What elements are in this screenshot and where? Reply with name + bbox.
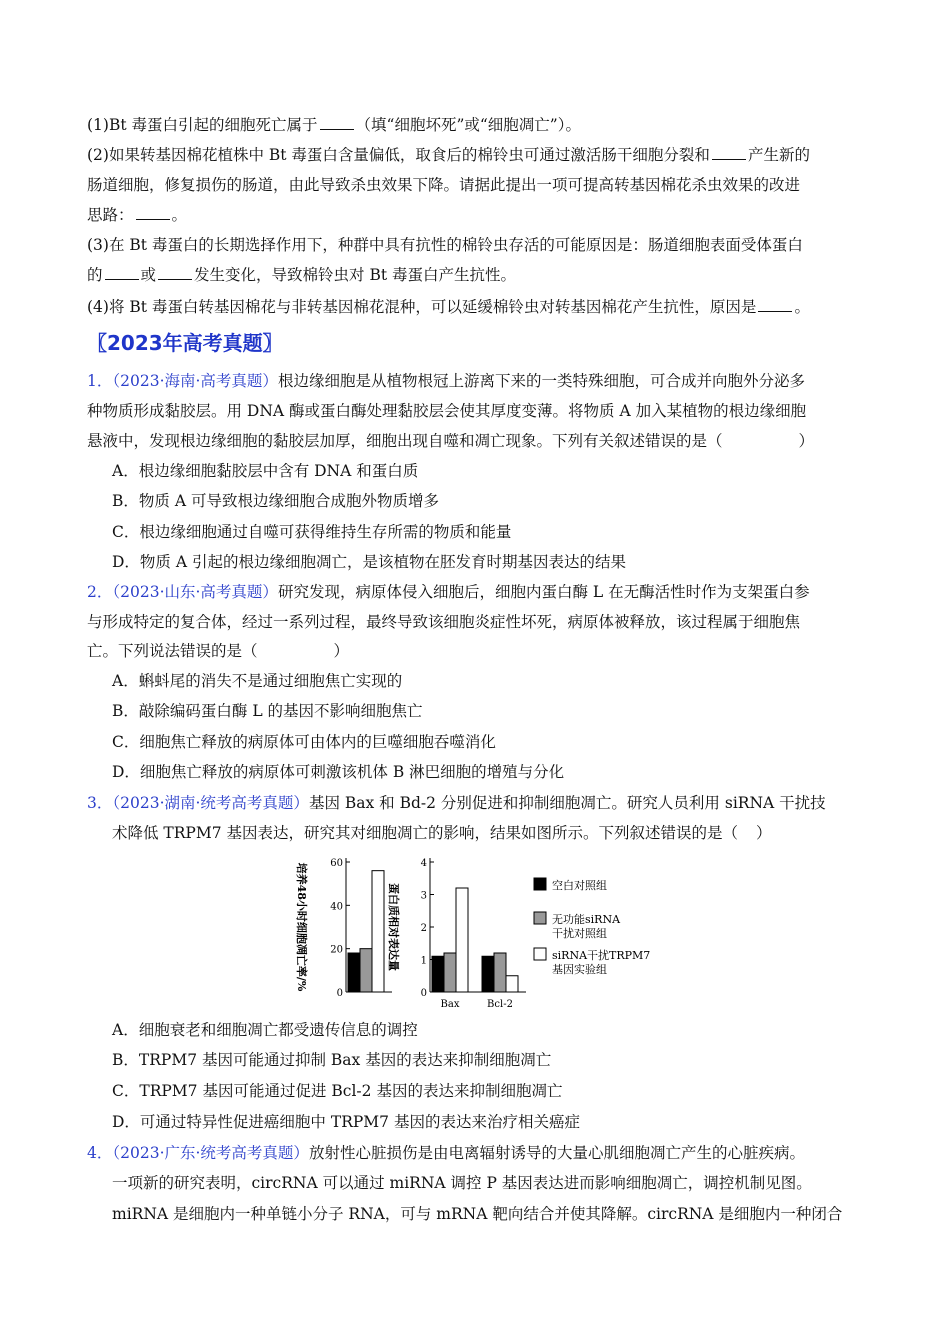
answer-blank	[136, 203, 170, 220]
y-tick-label: 0	[336, 988, 343, 999]
intro-q1	[87, 110, 867, 140]
question-number: 2．	[87, 583, 113, 601]
bar	[432, 956, 444, 992]
chart-legend	[534, 878, 650, 976]
answer-blank	[712, 143, 746, 160]
option-b: B．TRPM7 基因可能通过抑制 Bax 基因的表达来抑制细胞凋亡	[112, 1051, 552, 1069]
question-4-line2: 一项新的研究表明，circRNA 可以通过 miRNA 调控 P 基因表达进而影响细胞凋亡，调控机制见图。	[112, 1174, 812, 1192]
legend-label: 空白对照组	[552, 879, 607, 892]
intro-q2-line3	[87, 200, 867, 230]
y-axis-label: 蛋白质相对表达量	[387, 883, 400, 971]
question-text: 悬液中，发现根边缘细胞的黏胶层加厚，细胞出现自噬和凋亡现象。下列有关叙述错误的是（	[87, 432, 723, 450]
question-number: 1．	[87, 372, 113, 390]
option-c: C．根边缘细胞通过自噬可获得维持生存所需的物质和能量	[112, 523, 512, 541]
x-tick-label: Bcl-2	[487, 999, 513, 1010]
legend-label: 无功能siRNA	[552, 913, 621, 926]
option-d: D．可通过特异性促进癌细胞中 TRPM7 基因的表达来治疗相关癌症	[112, 1113, 580, 1131]
bar	[506, 976, 518, 992]
bar-chart-figure	[290, 852, 690, 1012]
intro-q4-text: (4)将 Bt 毒蛋白转基因棉花与非转基因棉花混种，可以延缓棉铃虫对转基因棉花产生抗性，原因是	[87, 298, 757, 316]
question-4-line1	[87, 1138, 867, 1168]
y-tick-label: 2	[420, 923, 427, 934]
y-tick-label: 4	[420, 858, 427, 869]
option-d: D．细胞焦亡释放的病原体可刺激该机体 B 淋巴细胞的增殖与分化	[112, 763, 565, 781]
intro-q2-line2: 肠道细胞，修复损伤的肠道，由此导致杀虫效果下降。请据此提出一项可提高转基因棉花杀虫效果的改进	[87, 176, 801, 194]
bar	[482, 956, 494, 992]
legend-label: siRNA干扰TRPM7	[552, 949, 651, 962]
question-3-line2	[112, 818, 892, 848]
intro-q2-text: (2)如果转基因棉花植株中 Bt 毒蛋白含量偏低，取食后的棉铃虫可通过激活肠干细胞分裂和	[87, 146, 710, 164]
question-1-line2: 种物质形成黏胶层。用 DNA 酶或蛋白酶处理黏胶层会使其厚度变薄。将物质 A 加入某植物的根边缘细胞	[87, 402, 807, 420]
option-a: A．细胞衰老和细胞凋亡都受遗传信息的调控	[112, 1021, 418, 1039]
option-b: B．敲除编码蛋白酶 L 的基因不影响细胞焦亡	[112, 702, 423, 720]
chart-apoptosis-rate	[295, 858, 392, 999]
bar	[372, 871, 384, 992]
question-1-line1	[87, 366, 867, 396]
answer-blank	[320, 113, 354, 130]
y-tick-label: 20	[330, 944, 343, 956]
question-text: 术降低 TRPM7 基因表达，研究其对细胞凋亡的影响，结果如图所示。下列叙述错误的是（	[112, 824, 739, 842]
intro-q3-b: 或	[140, 266, 157, 284]
question-number: 3．	[87, 794, 113, 812]
option-c: C．TRPM7 基因可能通过促进 Bcl-2 基因的表达来抑制细胞凋亡	[112, 1082, 563, 1100]
option-a: A．根边缘细胞黏胶层中含有 DNA 和蛋白质	[112, 462, 419, 480]
question-paren-close: ）	[798, 432, 815, 450]
intro-q3-line2	[87, 260, 867, 290]
legend-label: 基因实验组	[552, 963, 607, 976]
bar	[348, 953, 360, 992]
legend-swatch	[534, 948, 546, 960]
answer-blank	[158, 263, 192, 280]
intro-q3-a: 的	[87, 266, 103, 284]
question-text: 基因 Bax 和 Bd-2 分别促进和抑制细胞凋亡。研究人员利用 siRNA 干扰技	[308, 794, 826, 812]
bar	[494, 953, 506, 992]
x-tick-label: Bax	[440, 999, 460, 1010]
intro-q2-hint: 思路：	[87, 206, 134, 224]
y-tick-label: 40	[330, 901, 343, 913]
question-source: （2023·广东·统考高考真题）	[112, 1144, 309, 1162]
chart-protein-expression	[387, 858, 526, 1010]
bar	[360, 949, 372, 992]
legend-swatch	[534, 878, 546, 890]
intro-q4-tail: 。	[794, 298, 810, 316]
option-b: B．物质 A 可导致根边缘细胞合成胞外物质增多	[112, 492, 439, 510]
question-3-line1	[87, 788, 867, 818]
section-title: 〖2023年高考真题〗	[87, 331, 283, 355]
intro-q3-c: 发生变化，导致棉铃虫对 Bt 毒蛋白产生抗性。	[194, 266, 517, 284]
question-text: 研究发现，病原体侵入细胞后，细胞内蛋白酶 L 在无酶活性时作为支架蛋白参	[277, 583, 810, 601]
option-c: C．细胞焦亡释放的病原体可由体内的巨噬细胞吞噬消化	[112, 733, 496, 751]
y-tick-label: 3	[420, 890, 427, 902]
question-source: （2023·湖南·统考高考真题）	[112, 794, 309, 812]
question-4-line3: miRNA 是细胞内一种单链小分子 RNA，可与 mRNA 靶向结合并使其降解。circRNA 是细胞内一种闭合	[112, 1205, 843, 1223]
question-1-line3	[87, 426, 867, 456]
question-text: 根边缘细胞是从植物根冠上游离下来的一类特殊细胞，可合成并向胞外分泌多	[277, 372, 805, 390]
intro-q3-line1: (3)在 Bt 毒蛋白的长期选择作用下，种群中具有抗性的棉铃虫存活的可能原因是：肠道细胞表面受体蛋白	[87, 236, 803, 254]
answer-blank	[105, 263, 139, 280]
question-source: （2023·海南·高考真题）	[112, 372, 278, 390]
y-axis-label: 培养48小时细胞凋亡率/%	[295, 862, 308, 992]
option-a: A．蝌蚪尾的消失不是通过细胞焦亡实现的	[112, 672, 403, 690]
question-number: 4．	[87, 1144, 113, 1162]
question-source: （2023·山东·高考真题）	[112, 583, 278, 601]
y-tick-label: 60	[330, 858, 343, 869]
y-tick-label: 1	[420, 955, 427, 967]
legend-label: 干扰对照组	[552, 927, 607, 940]
y-tick-label: 0	[420, 988, 427, 999]
intro-q4	[87, 292, 867, 322]
legend-swatch	[534, 912, 546, 924]
bar	[444, 953, 456, 992]
intro-q2-line1	[87, 140, 867, 170]
question-text: 亡。下列说法错误的是（	[87, 642, 258, 660]
answer-blank	[758, 295, 792, 312]
question-text: 放射性心脏损伤是由电离辐射诱导的大量心肌细胞凋亡产生的心脏疾病。	[308, 1144, 805, 1162]
intro-q1-tail: （填“细胞坏死”或“细胞凋亡”）。	[355, 116, 581, 134]
intro-q1-text: (1)Bt 毒蛋白引起的细胞死亡属于	[87, 116, 318, 134]
intro-q2-end: 。	[171, 206, 188, 224]
question-paren-close: ）	[333, 642, 350, 660]
question-2-line2: 与形成特定的复合体，经过一系列过程，最终导致该细胞炎症性坏死，病原体被释放，该过程属于细胞焦	[87, 613, 801, 631]
question-2-line1	[87, 577, 867, 607]
question-2-line3	[87, 636, 867, 666]
question-paren-close: ）	[756, 824, 772, 842]
option-d: D．物质 A 引起的根边缘细胞凋亡，是该植物在胚发育时期基因表达的结果	[112, 553, 626, 571]
bar	[456, 888, 468, 992]
intro-q2-tail: 产生新的	[747, 146, 810, 164]
